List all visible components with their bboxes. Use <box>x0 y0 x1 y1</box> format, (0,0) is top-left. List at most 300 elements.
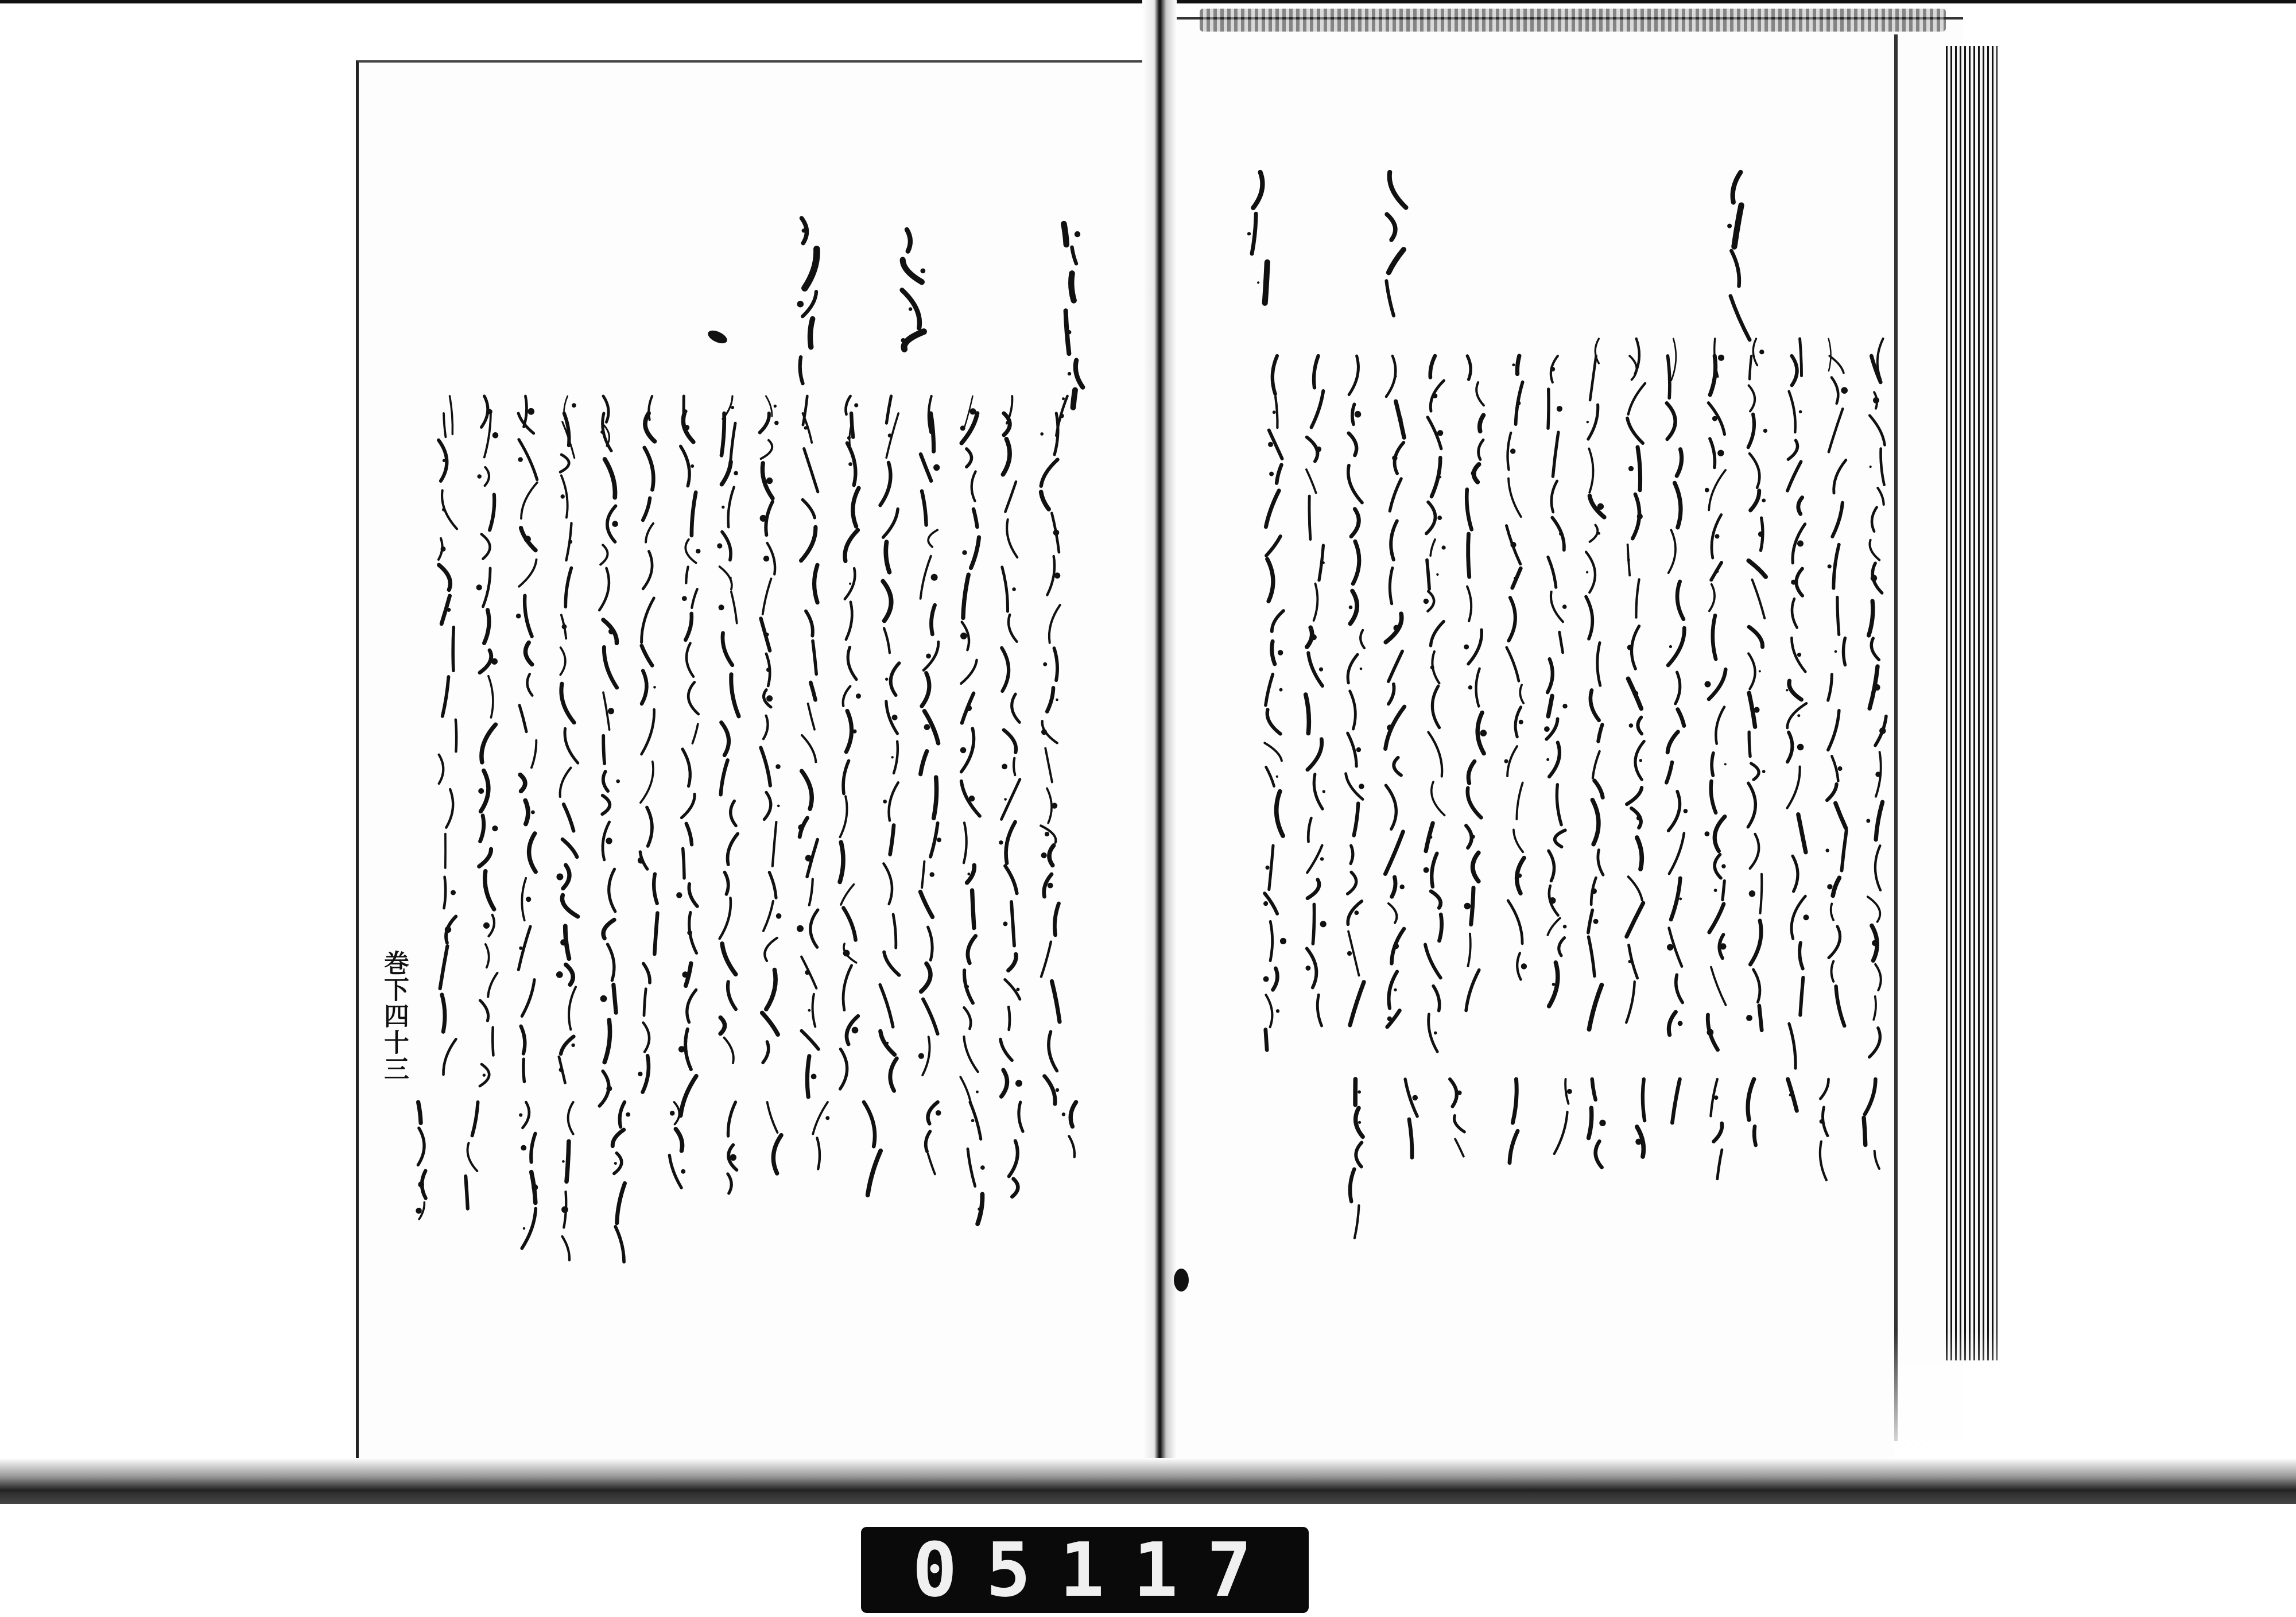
brush-stroke <box>1385 832 1403 874</box>
brush-dot <box>524 536 531 542</box>
brush-dot <box>1040 432 1044 436</box>
brush-stroke <box>1348 733 1356 766</box>
brush-dot <box>1749 890 1755 897</box>
brush-dot <box>1004 798 1007 801</box>
brush-stroke <box>1751 491 1759 510</box>
brush-stroke <box>642 709 654 754</box>
brush-stroke <box>1753 339 1757 366</box>
brush-stroke <box>1520 685 1523 703</box>
brush-stroke <box>1792 356 1797 385</box>
brush-stroke <box>1828 711 1839 750</box>
brush-stroke <box>921 556 931 599</box>
brush-dot <box>1400 885 1405 889</box>
brush-stroke <box>1308 739 1322 770</box>
brush-stroke <box>1479 440 1484 459</box>
brush-stroke <box>773 822 777 866</box>
brush-stroke <box>1389 250 1403 273</box>
brush-dot <box>572 403 576 408</box>
brush-dot <box>774 421 779 425</box>
brush-stroke <box>1432 686 1439 728</box>
brush-stroke <box>1266 536 1281 556</box>
brush-stroke <box>1439 914 1441 941</box>
brush-dot <box>886 1042 889 1044</box>
brush-dot <box>1273 410 1276 414</box>
brush-stroke <box>444 413 445 437</box>
brush-stroke <box>681 1076 696 1116</box>
brush-stroke <box>522 980 534 1017</box>
brush-stroke <box>846 602 852 639</box>
brush-stroke <box>1759 1006 1762 1030</box>
brush-stroke <box>1628 383 1645 414</box>
poem-column <box>676 413 700 1116</box>
brush-stroke <box>921 751 927 774</box>
brush-dot <box>1054 572 1061 579</box>
brush-dot <box>1512 363 1515 366</box>
brush-stroke <box>1252 214 1256 254</box>
brush-stroke <box>1709 904 1724 932</box>
brush-stroke <box>1709 584 1715 611</box>
brush-stroke <box>721 760 728 794</box>
brush-dot <box>1873 397 1879 404</box>
brush-stroke <box>1871 638 1879 660</box>
brush-dot <box>1276 1009 1279 1013</box>
brush-dot <box>1518 874 1522 878</box>
brush-stroke <box>1560 632 1563 653</box>
brush-stroke <box>1820 1142 1826 1180</box>
brush-stroke <box>1596 1141 1602 1168</box>
brush-stroke <box>846 396 850 414</box>
brush-stroke <box>1592 1079 1596 1100</box>
brush-stroke <box>1272 641 1275 664</box>
brush-stroke <box>1592 800 1599 844</box>
brush-dot <box>765 633 769 636</box>
brush-stroke <box>1266 674 1273 705</box>
right-topic-heading <box>1727 172 1750 340</box>
brush-dot <box>1820 1119 1824 1124</box>
brush-stroke <box>720 1018 724 1034</box>
brush-dot <box>447 608 451 612</box>
brush-dot <box>1637 514 1643 519</box>
brush-stroke <box>1637 837 1642 869</box>
brush-stroke <box>1750 453 1759 488</box>
brush-stroke <box>642 646 652 666</box>
brush-stroke <box>728 1174 731 1193</box>
brush-stroke <box>1552 481 1557 512</box>
brush-stroke <box>483 568 491 607</box>
brush-stroke <box>1392 877 1395 897</box>
brush-stroke <box>1350 691 1356 729</box>
brush-dot <box>966 705 972 711</box>
poem-column <box>1385 356 1405 1027</box>
brush-stroke <box>643 498 650 521</box>
brush-stroke <box>1069 1136 1075 1157</box>
brush-dot <box>1015 1080 1022 1087</box>
brush-stroke <box>961 660 976 684</box>
brush-stroke <box>1626 982 1635 1022</box>
brush-stroke <box>1872 507 1877 532</box>
brush-dot <box>891 756 894 758</box>
brush-dot <box>1354 910 1359 915</box>
brush-dot <box>918 1053 924 1059</box>
poem-column <box>638 413 658 1092</box>
brush-dot <box>1457 1091 1461 1095</box>
brush-stroke <box>674 1102 679 1124</box>
brush-dot <box>1468 685 1472 689</box>
brush-stroke <box>1317 995 1321 1026</box>
brush-dot <box>1838 766 1843 771</box>
poem-column <box>1705 356 1727 1050</box>
brush-stroke <box>804 449 818 492</box>
brush-stroke <box>1733 172 1741 203</box>
brush-stroke <box>731 592 737 623</box>
brush-stroke <box>722 532 731 560</box>
brush-dot <box>1804 914 1809 920</box>
brush-dot <box>1269 472 1274 476</box>
poem-column <box>1424 356 1446 1052</box>
brush-stroke <box>1671 339 1676 381</box>
brush-dot <box>678 1046 685 1052</box>
brush-stroke <box>444 877 446 908</box>
brush-stroke <box>1676 975 1682 1002</box>
brush-stroke <box>767 1102 778 1133</box>
brush-dot <box>638 858 644 864</box>
author-attribution <box>416 1102 425 1219</box>
brush-dot <box>1586 571 1588 573</box>
brush-dot <box>689 625 693 629</box>
brush-stroke <box>1269 846 1273 890</box>
poem-column <box>1866 356 1886 1057</box>
brush-dot <box>1413 1095 1418 1101</box>
brush-stroke <box>521 1026 525 1054</box>
brush-stroke <box>520 775 525 792</box>
brush-stroke <box>853 488 859 526</box>
brush-stroke <box>1669 792 1680 831</box>
brush-dot <box>1762 770 1766 773</box>
brush-stroke <box>807 1056 809 1097</box>
brush-stroke <box>1471 888 1473 925</box>
brush-stroke <box>482 534 490 559</box>
brush-stroke <box>720 898 731 939</box>
brush-dot <box>1639 759 1642 762</box>
brush-stroke <box>442 995 445 1032</box>
brush-stroke <box>1430 540 1435 556</box>
brush-stroke <box>868 1151 881 1195</box>
brush-stroke <box>1716 707 1724 744</box>
brush-dot <box>1311 634 1317 640</box>
brush-stroke <box>1870 416 1884 445</box>
brush-stroke <box>1627 903 1643 937</box>
poem-column <box>1746 356 1767 1030</box>
brush-dot <box>1442 545 1446 549</box>
brush-dot <box>1480 730 1487 736</box>
brush-stroke <box>1875 1151 1879 1169</box>
brush-stroke <box>603 920 614 938</box>
brush-stroke <box>560 647 565 675</box>
brush-stroke <box>1431 891 1441 908</box>
brush-stroke <box>1717 1150 1722 1179</box>
brush-stroke <box>843 965 852 1010</box>
brush-dot <box>1045 832 1049 836</box>
brush-stroke <box>1789 1023 1795 1068</box>
brush-dot <box>1052 803 1057 809</box>
brush-dot <box>1062 1112 1065 1116</box>
brush-stroke <box>760 413 769 433</box>
brush-stroke <box>1003 439 1010 475</box>
brush-stroke <box>522 1102 529 1128</box>
brush-dot <box>1358 1121 1361 1124</box>
brush-stroke <box>1748 1079 1754 1120</box>
brush-dot <box>1320 857 1324 860</box>
brush-dot <box>1628 960 1632 963</box>
brush-dot <box>1549 897 1556 903</box>
brush-dot <box>885 678 888 681</box>
brush-stroke <box>681 446 689 486</box>
brush-stroke <box>964 1037 978 1072</box>
brush-dot <box>766 668 771 672</box>
brush-stroke <box>806 611 813 636</box>
brush-dot <box>1875 771 1880 777</box>
brush-stroke <box>1306 470 1316 493</box>
brush-stroke <box>922 491 926 525</box>
brush-dot <box>1870 466 1872 468</box>
brush-stroke <box>1389 903 1397 923</box>
brush-stroke <box>1004 730 1016 753</box>
brush-dot <box>717 543 722 548</box>
brush-stroke <box>1710 439 1715 467</box>
brush-stroke <box>1748 561 1766 577</box>
brush-stroke <box>1874 996 1876 1020</box>
brush-stroke <box>1353 541 1359 584</box>
poem-column <box>1504 356 1527 980</box>
brush-dot <box>1358 1090 1361 1093</box>
poem-column <box>880 413 899 1091</box>
brush-stroke <box>722 462 731 484</box>
brush-dot <box>847 436 851 440</box>
brush-dot <box>1276 775 1278 778</box>
brush-dot <box>1430 665 1434 669</box>
brush-stroke <box>1480 415 1484 431</box>
brush-stroke <box>769 873 776 898</box>
brush-stroke <box>968 1149 975 1186</box>
brush-dot <box>1247 232 1251 235</box>
poem-column <box>1306 356 1327 1026</box>
brush-dot <box>1359 784 1364 789</box>
brush-stroke <box>1750 356 1751 379</box>
brush-stroke <box>809 879 813 905</box>
brush-stroke <box>1793 856 1798 891</box>
column-marker <box>1007 396 1013 424</box>
brush-stroke <box>439 565 451 590</box>
brush-dot <box>1679 898 1682 901</box>
brush-stroke <box>884 952 899 975</box>
brush-dot <box>1720 943 1726 949</box>
brush-stroke <box>1734 205 1741 247</box>
brush-stroke <box>1313 905 1314 944</box>
brush-stroke <box>1467 490 1471 530</box>
brush-dot <box>561 1206 568 1213</box>
brush-stroke <box>1007 396 1013 424</box>
brush-stroke <box>681 794 695 818</box>
brush-stroke <box>922 862 924 888</box>
brush-stroke <box>1009 615 1017 642</box>
brush-dot <box>1266 866 1270 870</box>
brush-dot <box>606 1086 612 1092</box>
brush-stroke <box>883 581 891 621</box>
brush-stroke <box>1672 1079 1680 1123</box>
brush-dot <box>777 805 780 808</box>
brush-stroke <box>1751 763 1759 780</box>
brush-dot <box>802 228 806 232</box>
brush-stroke <box>1750 834 1759 868</box>
brush-dot <box>1789 1093 1792 1096</box>
brush-stroke <box>1754 1126 1756 1145</box>
brush-stroke <box>802 771 812 809</box>
brush-stroke <box>1669 833 1684 874</box>
brush-stroke <box>1731 296 1750 340</box>
brush-dot <box>798 824 804 831</box>
brush-stroke <box>1265 262 1267 303</box>
brush-dot <box>1514 577 1517 580</box>
brush-stroke <box>763 579 771 614</box>
brush-stroke <box>1829 926 1840 958</box>
brush-dot <box>805 970 809 975</box>
brush-stroke <box>620 1102 625 1127</box>
brush-stroke <box>843 686 851 706</box>
brush-stroke <box>930 823 938 857</box>
brush-stroke <box>1007 519 1017 557</box>
brush-stroke <box>1548 659 1553 692</box>
brush-dot <box>1068 372 1071 375</box>
brush-stroke <box>763 1042 769 1063</box>
brush-dot <box>614 1162 617 1165</box>
brush-stroke <box>904 332 924 350</box>
brush-dot <box>729 577 732 580</box>
ink-speck <box>1174 1269 1189 1292</box>
brush-stroke <box>1308 880 1319 898</box>
poem-column <box>1544 356 1568 1006</box>
brush-dot <box>1322 790 1325 793</box>
brush-stroke <box>1266 491 1279 527</box>
brush-stroke <box>1314 356 1318 387</box>
brush-stroke <box>967 449 972 467</box>
brush-stroke <box>1006 822 1015 863</box>
brush-dot <box>930 872 934 877</box>
poem-column <box>918 413 941 1075</box>
brush-dot <box>521 1145 526 1151</box>
brush-stroke <box>1049 846 1054 866</box>
author-attribution <box>669 1102 685 1188</box>
brush-stroke <box>692 724 697 743</box>
brush-stroke <box>1555 830 1565 847</box>
brush-stroke <box>643 551 652 589</box>
brush-stroke <box>890 825 894 855</box>
brush-stroke <box>1517 356 1519 374</box>
brush-stroke <box>1394 758 1401 775</box>
brush-stroke <box>1073 390 1076 408</box>
brush-stroke <box>1009 1141 1018 1177</box>
right-topic-heading <box>1247 172 1267 303</box>
brush-dot <box>1394 375 1397 378</box>
brush-stroke <box>802 500 815 518</box>
brush-stroke <box>1669 530 1676 573</box>
brush-stroke <box>1468 534 1469 577</box>
brush-dot <box>1002 764 1007 770</box>
brush-dot <box>811 1074 817 1080</box>
brush-stroke <box>1450 1079 1457 1107</box>
brush-dot <box>1759 350 1764 354</box>
brush-stroke <box>846 711 851 751</box>
brush-dot <box>1715 534 1720 538</box>
brush-dot <box>1628 466 1634 471</box>
brush-stroke <box>1314 774 1322 809</box>
brush-stroke <box>1266 767 1274 786</box>
brush-dot <box>518 457 523 462</box>
brush-stroke <box>773 1135 781 1174</box>
brush-stroke <box>880 985 893 1027</box>
brush-stroke <box>1467 587 1471 621</box>
brush-stroke <box>1557 785 1561 825</box>
brush-dot <box>1394 625 1400 631</box>
brush-dot <box>1872 940 1878 947</box>
brush-stroke <box>486 944 489 968</box>
brush-stroke <box>1590 356 1596 400</box>
brush-stroke <box>1045 749 1052 782</box>
brush-dot <box>848 462 852 466</box>
brush-stroke <box>1798 815 1806 852</box>
brush-dot <box>774 405 777 408</box>
brush-stroke <box>1476 382 1484 405</box>
brush-stroke <box>1350 982 1364 1025</box>
brush-stroke <box>1787 767 1800 808</box>
brush-stroke <box>1308 818 1311 842</box>
brush-stroke <box>1041 942 1051 977</box>
brush-stroke <box>728 834 738 865</box>
brush-stroke <box>1507 746 1517 776</box>
brush-dot <box>1016 988 1019 991</box>
brush-stroke <box>1829 356 1844 373</box>
brush-stroke <box>1597 643 1600 686</box>
brush-dot <box>1546 758 1549 761</box>
brush-dot <box>760 515 767 522</box>
brush-dot <box>1434 1032 1437 1035</box>
brush-stroke <box>1559 938 1565 956</box>
brush-stroke <box>1309 496 1310 539</box>
brush-stroke <box>1709 669 1725 699</box>
brush-dot <box>888 433 892 437</box>
brush-stroke <box>687 643 693 677</box>
brush-dot <box>638 1072 642 1076</box>
brush-stroke <box>1277 792 1283 836</box>
author-attribution <box>1405 1079 1418 1158</box>
column-marker <box>1878 339 1883 379</box>
brush-dot <box>684 409 688 413</box>
brush-dot <box>531 811 535 815</box>
brush-stroke <box>864 1102 875 1146</box>
brush-dot <box>1306 965 1311 971</box>
brush-stroke <box>1799 943 1803 968</box>
poem-column <box>1346 356 1364 1025</box>
brush-stroke <box>1267 709 1281 734</box>
brush-dot <box>559 1068 564 1072</box>
brush-dot <box>1563 925 1567 929</box>
brush-dot <box>526 897 531 902</box>
author-attribution <box>1554 1079 1572 1154</box>
brush-dot <box>1799 410 1802 414</box>
brush-stroke <box>615 1227 624 1262</box>
brush-stroke <box>801 527 816 560</box>
brush-dot <box>1319 668 1323 672</box>
brush-stroke <box>609 869 615 912</box>
